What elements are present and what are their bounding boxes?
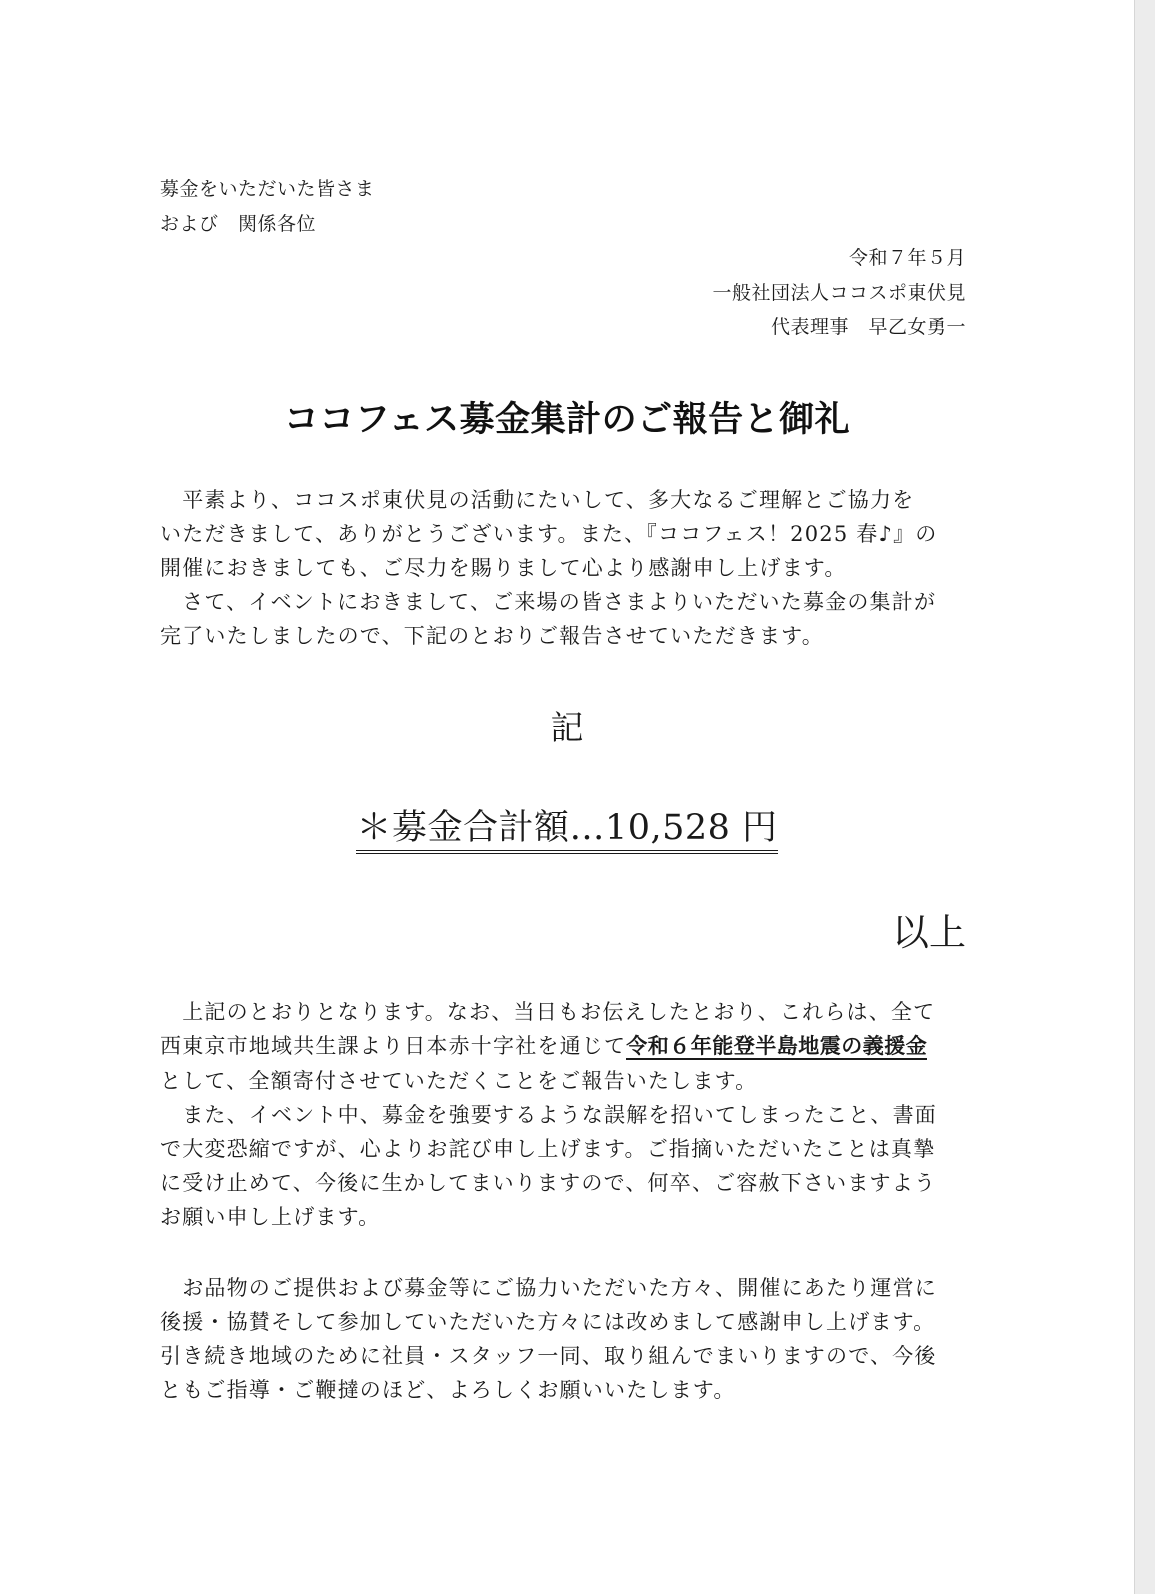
intro-line-2: いただきまして、ありがとうございます。また、『ココフェス！2025 春♪』の bbox=[160, 522, 938, 546]
report-line-5: で大変恐縮ですが、心よりお詫び申し上げます。ご指摘いただいたことは真摯 bbox=[160, 1137, 936, 1161]
addressee-line-2: および 関係各位 bbox=[160, 213, 317, 235]
intro-line-5: 完了いたしましたので、下記のとおりご報告させていただきます。 bbox=[160, 624, 824, 648]
report-line-3: として、全額寄付させていただくことをご報告いたします。 bbox=[160, 1069, 758, 1093]
report-line-2 bbox=[160, 1030, 927, 1060]
relief-fund-emphasis: 令和６年能登半島地震の義援金 bbox=[626, 1034, 928, 1058]
thanks-line-1: お品物のご提供および募金等にご協力いただいた方々、開催にあたり運営に bbox=[160, 1276, 937, 1300]
report-line-4: また、イベント中、募金を強要するような誤解を招いてしまったこと、書面 bbox=[160, 1103, 937, 1127]
thanks-line-4: ともご指導・ご鞭撻のほど、よろしくお願いいたします。 bbox=[160, 1378, 736, 1402]
report-line-2-prefix: 西東京市地域共生課より日本赤十字社を通じて bbox=[160, 1034, 627, 1058]
report-line-7: お願い申し上げます。 bbox=[160, 1205, 381, 1229]
representative: 代表理事 早乙女勇一 bbox=[770, 316, 966, 338]
intro-line-4: さて、イベントにおきまして、ご来場の皆さまよりいただいた募金の集計が bbox=[160, 590, 937, 614]
report-line-1: 上記のとおりとなります。なお、当日もお伝えしたとおり、これらは、全て bbox=[160, 1000, 936, 1024]
intro-line-1: 平素より、ココスポ東伏見の活動にたいして、多大なるご理解とご協力を bbox=[160, 488, 915, 512]
intro-line-3: 開催におきましても、ご尽力を賜りまして心より感謝申し上げます。 bbox=[160, 556, 847, 580]
organization: 一般社団法人ココスポ東伏見 bbox=[712, 282, 966, 304]
donation-total-text: ＊募金合計額…10,528 円 bbox=[356, 808, 777, 854]
thanks-line-3: 引き続き地域のために社員・スタッフ一同、取り組んでまいりますので、今後 bbox=[160, 1344, 937, 1368]
thanks-line-2: 後援・協賛そして参加していただいた方々には改めまして感謝申し上げます。 bbox=[160, 1310, 936, 1334]
date: 令和７年５月 bbox=[848, 247, 966, 269]
page-edge-scrollbar[interactable] bbox=[1134, 0, 1155, 1594]
report-line-6: に受け止めて、今後に生かしてまいりますので、何卒、ご容赦下さいますよう bbox=[160, 1171, 937, 1195]
donation-total bbox=[0, 800, 1134, 850]
ijo-closing: 以上 bbox=[892, 911, 966, 954]
addressee-line-1: 募金をいただいた皆さま bbox=[160, 178, 375, 200]
ki-heading: 記 bbox=[550, 708, 584, 747]
document-title: ココフェス募金集計のご報告と御礼 bbox=[283, 400, 851, 440]
